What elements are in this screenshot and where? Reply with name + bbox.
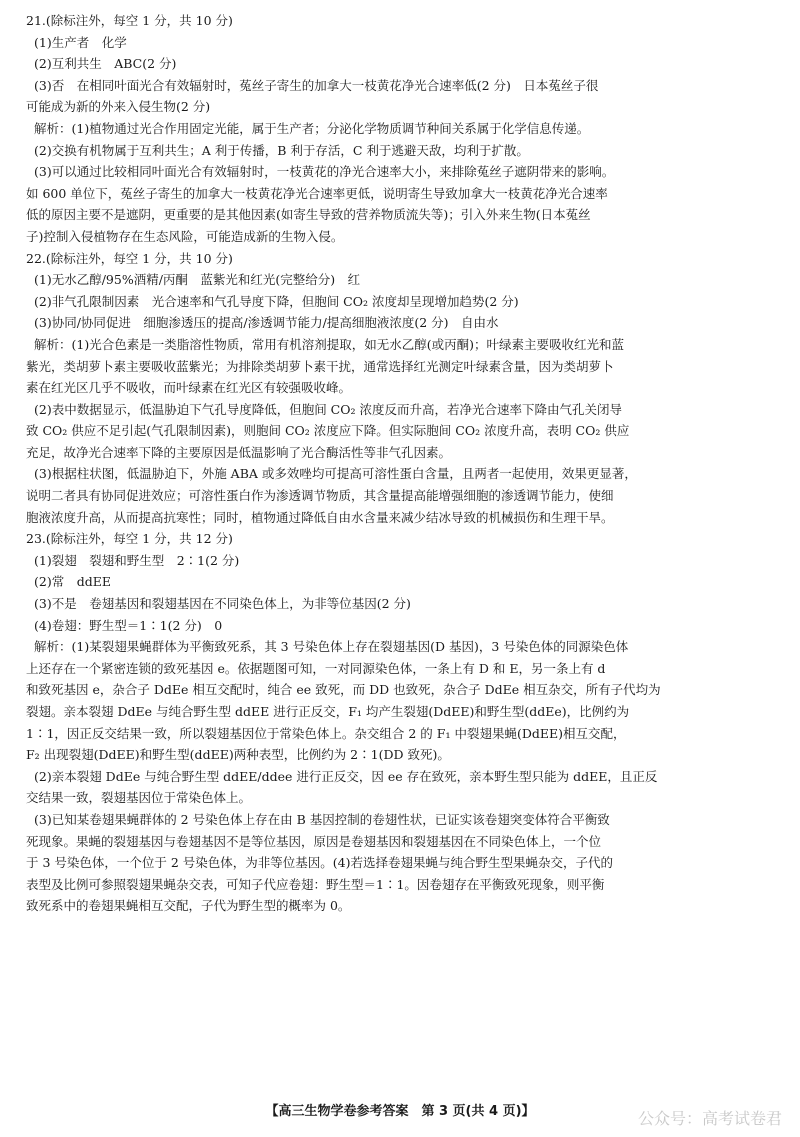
- answer-page: [26, 10, 778, 917]
- text-line: 解析：(1)植物通过光合作用固定光能，属于生产者；分泌化学物质调节种间关系属于化学信息传递。: [34, 120, 590, 136]
- text-line: 子)控制入侵植物存在生态风险，可能造成新的生物入侵。: [26, 228, 344, 244]
- text-line: 21.(除标注外，每空 1 分，共 10 分): [26, 13, 233, 28]
- text-line: 低的原因主要不是遮阴，更重要的是其他因素(如寄生导致的营养物质流失等)；引入外来生物(日本菟丝: [26, 207, 591, 223]
- text-line: (1)生产者 化学: [34, 34, 127, 50]
- text-line: (1)裂翅 裂翅和野生型 2∶1(2 分): [34, 552, 240, 568]
- text-line: 交结果一致，裂翅基因位于常染色体上。: [26, 790, 252, 806]
- text-line: (3)根据柱状图，低温胁迫下，外施 ABA 或多效唑均可提高可溶性蛋白含量，且两者一起使用，效果更显著，: [34, 466, 637, 482]
- text-line: 可能成为新的外来入侵生物(2 分): [26, 99, 211, 115]
- text-line: 22.(除标注外，每空 1 分，共 10 分): [26, 250, 233, 266]
- text-line: (2)表中数据显示，低温胁迫下气孔导度降低，但胞间 CO₂ 浓度反而升高，若净光合速率下降由气孔关闭导: [34, 401, 622, 417]
- text-line: 23.(除标注外，每空 1 分，共 12 分): [26, 531, 233, 547]
- text-line: (3)协同/协同促进 细胞渗透压的提高/渗透调节能力/提高细胞液浓度(2 分) 自由水: [34, 315, 499, 331]
- text-line: (3)已知某卷翅果蝇群体的 2 号染色体上存在由 B 基因控制的卷翅性状，已证实该卷翅突变体符合平衡致: [34, 811, 610, 827]
- text-line: (2)亲本裂翅 DdEe 与纯合野生型 ddEE/ddee 进行正反交，因 ee 存在致死，亲本野生型只能为 ddEE，且正反: [34, 768, 658, 784]
- text-line: (3)不是 卷翅基因和裂翅基因在不同染色体上，为非等位基因(2 分): [34, 596, 411, 612]
- watermark: 公众号：高考试卷君: [637, 1109, 782, 1128]
- text-line: 于 3 号染色体，一个位于 2 号染色体，为非等位基因。(4)若选择卷翅果蝇与纯合野生型果蝇杂交，子代的: [26, 855, 614, 871]
- text-line: (3)否 在相同叶面光合有效辐射时，菟丝子寄生的加拿大一枝黄花净光合速率低(2 分) 日本菟丝子很: [34, 77, 599, 93]
- text-line: 致 CO₂ 供应不足引起(气孔限制因素)，则胞间 CO₂ 浓度应下降。但实际胞间 CO₂ 浓度升高，表明 CO₂ 供应: [26, 423, 630, 439]
- text-line: (2)交换有机物属于互利共生；A 利于传播，B 利于存活，C 利于逃避天敌，均利于扩散。: [34, 142, 529, 158]
- page-footer: 【高三生物学卷参考答案 第 3 页(共 4 页)】: [265, 1104, 535, 1119]
- text-line: F₂ 出现裂翅(DdEE)和野生型(ddEE)两种表型，比例约为 2∶1(DD 致死)。: [26, 747, 450, 763]
- text-line: 解析：(1)光合色素是一类脂溶性物质，常用有机溶剂提取，如无水乙醇(或丙酮)；叶绿素主要吸收红光和蓝: [34, 336, 624, 352]
- text-line: 死现象。果蝇的裂翅基因与卷翅基因不是等位基因，原因是卷翅基因和裂翅基因在不同染色体上，一个位: [26, 833, 602, 849]
- text-line: 说明二者具有协同促进效应；可溶性蛋白作为渗透调节物质，其含量提高能增强细胞的渗透调节能力，使细: [26, 488, 614, 504]
- text-line: 致死系中的卷翅果蝇相互交配，子代为野生型的概率为 0。: [26, 898, 351, 914]
- text-line: 胞液浓度升高，从而提高抗寒性；同时，植物通过降低自由水含量来减少结冰导致的机械损伤和生理干旱。: [26, 509, 614, 525]
- text-line: (4)卷翅：野生型＝1∶1(2 分) 0: [34, 617, 223, 633]
- text-line: (2)常 ddEE: [34, 574, 111, 590]
- text-line: 充足，故净光合速率下降的主要原因是低温影响了光合酶活性等非气孔因素。: [26, 444, 452, 460]
- text-line: (2)互利共生 ABC(2 分): [34, 56, 177, 72]
- text-line: 解析：(1)某裂翅果蝇群体为平衡致死系，其 3 号染色体上存在裂翅基因(D 基因)，3 号染色体的同源染色体: [34, 639, 629, 655]
- text-line: (3)可以通过比较相同叶面光合有效辐射时，一枝黄花的净光合速率大小，来排除菟丝子遮阴带来的影响。: [34, 164, 615, 180]
- text-line: (1)无水乙醇/95%酒精/丙酮 蓝紫光和红光(完整给分) 红: [34, 272, 361, 288]
- text-line: 表型及比例可参照裂翅果蝇杂交表，可知子代应卷翅：野生型＝1∶1。因卷翅存在平衡致死现象，则平衡: [26, 876, 605, 892]
- text-line: 上还存在一个紧密连锁的致死基因 e。依据题图可知，一对同源染色体，一条上有 D 和 E，另一条上有 d: [26, 660, 606, 676]
- text-line: 和致死基因 e，杂合子 DdEe 相互交配时，纯合 ee 致死，而 DD 也致死，杂合子 DdEe 相互杂交，所有子代均为: [26, 682, 661, 698]
- text-line: 1∶1，因正反交结果一致，所以裂翅基因位于常染色体上。杂交组合 2 的 F₁ 中裂翅果蝇(DdEE)相互交配，: [26, 725, 626, 741]
- text-line: 紫光，类胡萝卜素主要吸收蓝紫光；为排除类胡萝卜素干扰，通常选择红光测定叶绿素含量，因为类胡萝卜: [26, 358, 614, 374]
- text-line: 裂翅。亲本裂翅 DdEe 与纯合野生型 ddEE 进行正反交，F₁ 均产生裂翅(DdEE)和野生型(ddEe)，比例约为: [26, 704, 630, 719]
- text-line: 素在红光区几乎不吸收，而叶绿素在红光区有较强吸收峰。: [26, 380, 352, 396]
- text-line: 如 600 单位下，菟丝子寄生的加拿大一枝黄花净光合速率更低，说明寄生导致加拿大一枝黄花净光合速率: [26, 185, 608, 201]
- text-line: (2)非气孔限制因素 光合速率和气孔导度下降，但胞间 CO₂ 浓度却呈现增加趋势(2 分): [34, 293, 519, 309]
